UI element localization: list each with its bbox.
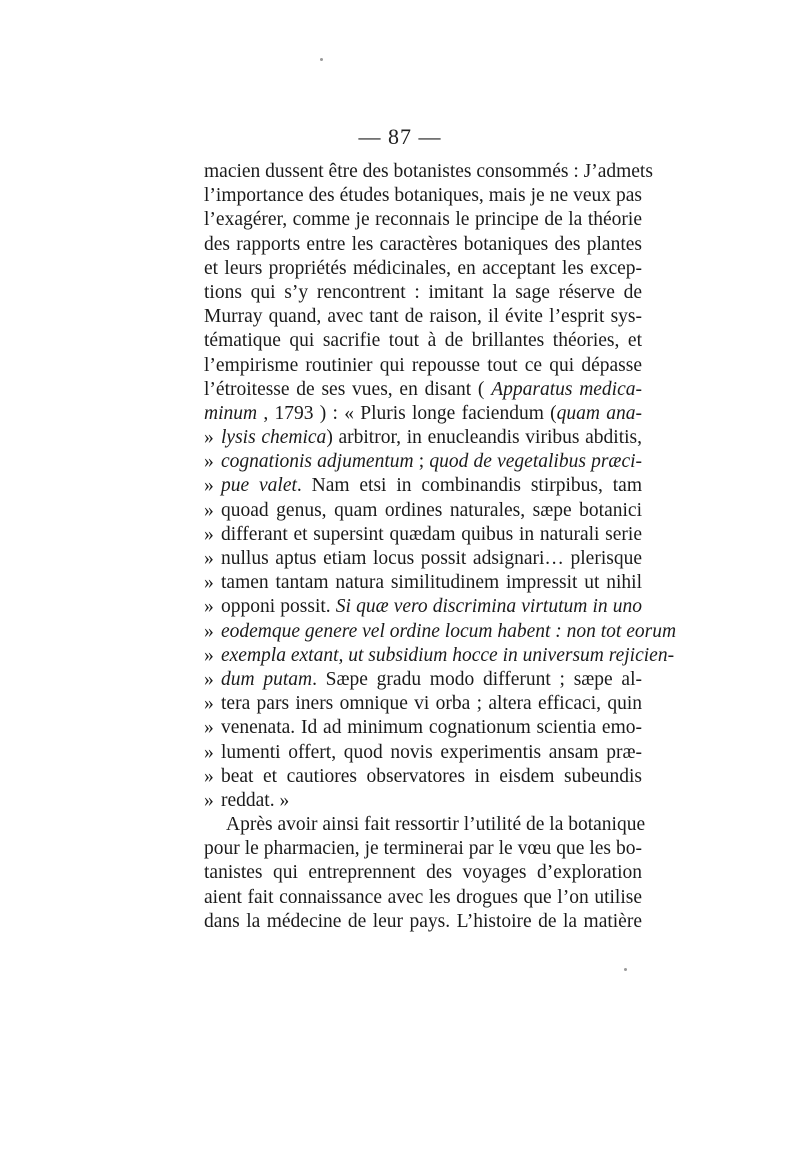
quote-mark: » bbox=[204, 548, 214, 569]
text-line bbox=[204, 305, 642, 329]
quote-mark: » bbox=[204, 523, 214, 545]
text-line bbox=[204, 741, 642, 765]
text-line bbox=[204, 668, 642, 692]
quote-mark: » bbox=[204, 451, 214, 473]
text-line bbox=[204, 861, 642, 885]
text-line bbox=[204, 595, 642, 619]
text-run: l’importance des études botaniques, mais je ne veux pas bbox=[204, 185, 642, 207]
quote-mark: » bbox=[204, 789, 214, 811]
text-line bbox=[204, 910, 642, 934]
text-run: des rapports entre les caractères botaniques des plantes bbox=[204, 233, 642, 255]
italic-run: exempla extant, ut subsidium hocce in universum rejicien- bbox=[221, 644, 675, 666]
text-line bbox=[204, 329, 642, 353]
text-run: pour le pharmacien, je terminerai par le vœu que les bo- bbox=[204, 838, 642, 860]
text-line bbox=[204, 354, 642, 378]
text-run: nullus aptus etiam locus possit adsignari… plerisque bbox=[221, 548, 642, 569]
text-line bbox=[204, 402, 642, 426]
text-run: opponi possit. bbox=[221, 596, 336, 618]
text-line bbox=[204, 523, 642, 547]
text-run: Murray quand, avec tant de raison, il évite l’esprit sys- bbox=[204, 306, 642, 328]
paper-speck bbox=[320, 58, 323, 61]
quote-mark: » bbox=[204, 572, 214, 594]
text-run: venenata. Id ad minimum cognationum scientia emo- bbox=[221, 717, 642, 739]
text-line bbox=[204, 789, 642, 813]
text-line bbox=[204, 716, 642, 740]
text-run: tanistes qui entreprennent des voyages d’exploration bbox=[204, 862, 642, 884]
italic-run: cognationis adjumentum bbox=[221, 451, 414, 473]
text-line bbox=[204, 378, 642, 402]
text-line bbox=[204, 692, 642, 716]
page-number: — 87 — bbox=[358, 124, 442, 149]
text-run: tématique qui sacrifie tout à de brillantes théories, et bbox=[204, 330, 642, 352]
quote-mark: » bbox=[204, 499, 214, 521]
text-run: l’étroitesse de ses vues, en disant ( bbox=[204, 378, 492, 400]
text-run: l’exagérer, comme je reconnais le principe de la théorie bbox=[204, 209, 642, 231]
text-line bbox=[204, 184, 642, 208]
text-line bbox=[204, 886, 642, 910]
paper-speck bbox=[624, 968, 627, 971]
quote-mark: » bbox=[204, 765, 214, 787]
text-run: ; bbox=[413, 451, 430, 473]
italic-run: pue valet bbox=[221, 475, 297, 497]
text-line bbox=[204, 813, 646, 837]
quote-mark: » bbox=[204, 644, 214, 666]
italic-run: Apparatus medica- bbox=[491, 378, 643, 400]
text-line bbox=[204, 233, 642, 257]
quote-mark: » bbox=[204, 596, 214, 618]
text-line bbox=[204, 765, 642, 789]
text-run: , 1793 ) : « Pluris longe faciendum ( bbox=[257, 402, 557, 424]
text-line bbox=[204, 450, 642, 474]
text-run: differant et supersint quædam quibus in naturali serie bbox=[221, 523, 642, 545]
quote-mark: » bbox=[204, 741, 214, 763]
text-line bbox=[204, 281, 642, 305]
quote-mark: » bbox=[204, 717, 214, 739]
italic-run: lysis chemica bbox=[221, 427, 327, 449]
text-line bbox=[204, 571, 642, 595]
quote-mark: » bbox=[204, 475, 214, 497]
text-line bbox=[204, 208, 642, 232]
italic-run: quod de vegetalibus præci- bbox=[429, 451, 643, 473]
text-line bbox=[204, 160, 653, 184]
text-run: reddat. » bbox=[221, 789, 290, 811]
text-line bbox=[204, 474, 642, 498]
text-run: lumenti offert, quod novis experimentis ansam præ- bbox=[221, 741, 642, 763]
text-line bbox=[204, 837, 642, 861]
text-line bbox=[204, 426, 642, 450]
text-run: tamen tantam natura similitudinem impressit ut nihil bbox=[221, 572, 642, 594]
quote-mark: » bbox=[204, 427, 214, 449]
text-line bbox=[204, 257, 642, 281]
quote-mark: » bbox=[204, 620, 214, 642]
text-line bbox=[204, 620, 677, 644]
text-run: quoad genus, quam ordines naturales, sæpe botanici bbox=[221, 499, 642, 521]
text-run: et leurs propriétés médicinales, en acceptant les excep- bbox=[204, 257, 642, 279]
text-run: ) arbitror, in enucleandis viribus abditis, bbox=[326, 427, 642, 449]
text-run: beat et cautiores observatores in eisdem subeundis bbox=[221, 765, 642, 787]
text-run: . Nam etsi in combinandis stirpibus, tam bbox=[296, 475, 642, 497]
text-run: . Sæpe gradu modo differunt ; sæpe al- bbox=[312, 668, 642, 690]
text-run: tions qui s’y rencontrent : imitant la sage réserve de bbox=[204, 281, 642, 303]
text-run: aient fait connaissance avec les drogues que l’on utilise bbox=[204, 886, 642, 908]
quote-mark: » bbox=[204, 693, 214, 715]
text-run: tera pars iners omnique vi orba ; altera efficaci, quin bbox=[221, 693, 642, 715]
italic-run: dum putam bbox=[221, 668, 313, 690]
text-run: l’empirisme routinier qui repousse tout ce qui dépasse bbox=[204, 354, 642, 376]
text-run: Après avoir ainsi fait ressortir l’utilité de la botanique bbox=[226, 814, 646, 836]
quote-mark: » bbox=[204, 668, 214, 690]
italic-run: Si quæ vero discrimina virtutum in uno bbox=[335, 596, 643, 618]
italic-run: quam ana- bbox=[556, 402, 642, 424]
italic-run: eodemque genere vel ordine locum habent : non tot eorum bbox=[221, 620, 677, 642]
italic-run: minum bbox=[204, 402, 258, 424]
text-run: macien dussent être des botanistes consommés : J’admets bbox=[204, 161, 653, 182]
text-run: dans la médecine de leur pays. L’histoire de la matière bbox=[204, 910, 642, 932]
text-line bbox=[204, 499, 642, 523]
body-text bbox=[204, 160, 677, 934]
text-line bbox=[204, 644, 675, 668]
text-line bbox=[204, 547, 642, 571]
